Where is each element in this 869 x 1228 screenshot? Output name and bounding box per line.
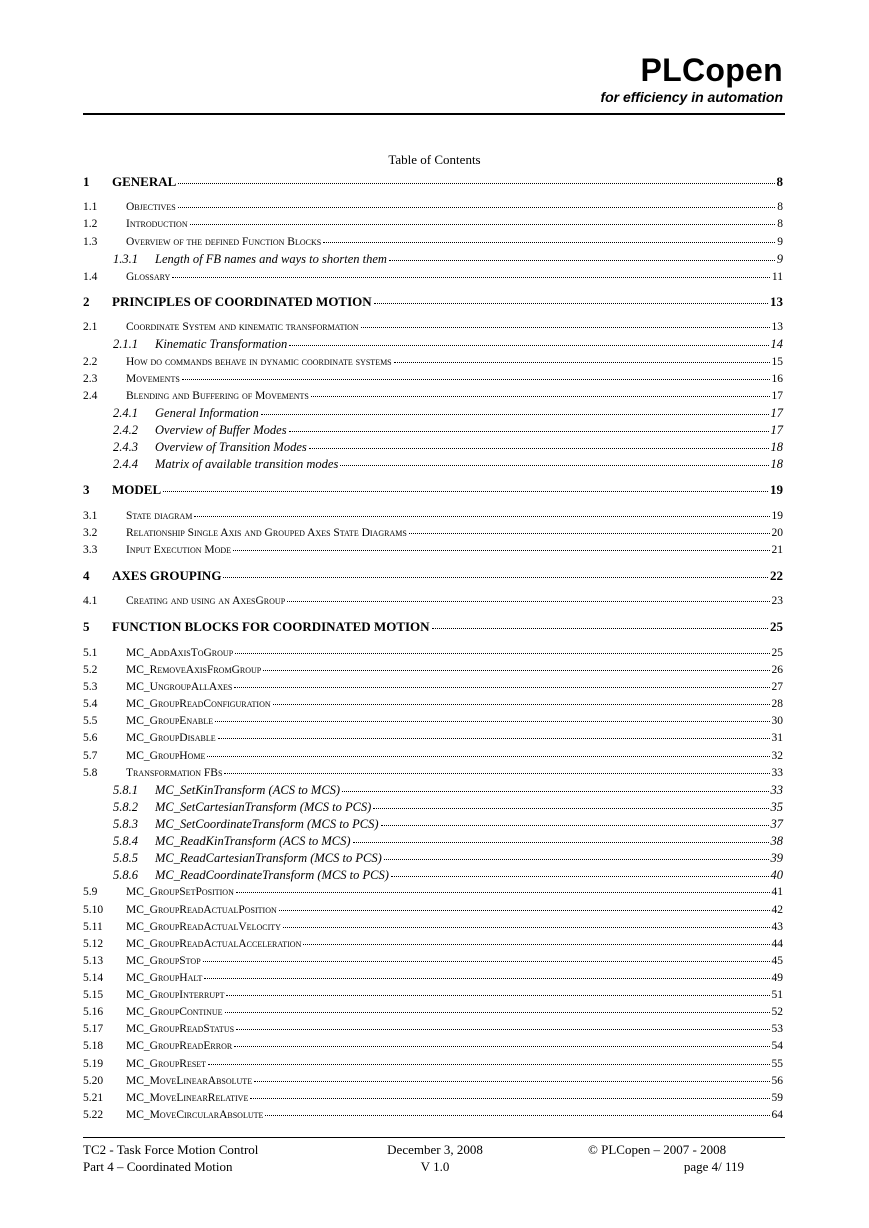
toc-entry-number: 4.1 (83, 595, 98, 607)
toc-entry-page: 55 (771, 1058, 783, 1070)
toc-dot-leader (361, 327, 770, 328)
toc-entry-title: GENERAL (112, 174, 177, 189)
toc-dot-leader (223, 577, 768, 578)
toc-dot-leader (236, 892, 770, 893)
toc-entry-page: 18 (770, 440, 783, 454)
brand-tagline: for efficiency in automation (600, 89, 783, 105)
toc-entry-page: 35 (770, 800, 783, 814)
toc-entry-title: MC_SetCoordinateTransform (MCS to PCS) (155, 817, 379, 831)
toc-entry[interactable] (83, 766, 783, 781)
toc-entry-title: MC_ReadCartesianTransform (MCS to PCS) (155, 851, 382, 865)
toc-entry-title: MC_GroupReadActualAcceleration (126, 938, 302, 950)
toc-entry[interactable] (83, 714, 783, 729)
footer-rule (83, 1137, 785, 1138)
toc-dot-leader (283, 927, 770, 928)
toc-entry-number: 2.2 (83, 356, 98, 368)
toc-entry-page: 52 (771, 1006, 783, 1018)
toc-entry-title: Overview of the defined Function Blocks (126, 236, 322, 248)
toc-dot-leader (207, 756, 769, 757)
toc-entry[interactable] (98, 337, 783, 352)
toc-entry-title: Introduction (126, 218, 188, 230)
toc-entry-page: 37 (770, 817, 783, 831)
toc-dot-leader (208, 1064, 769, 1065)
toc-entry-page: 16 (771, 373, 783, 385)
toc-entry[interactable] (83, 235, 783, 250)
toc-entry[interactable] (98, 406, 783, 421)
footer-right (588, 1141, 744, 1175)
toc-entry-page: 8 (776, 174, 783, 189)
toc-entry-title: Input Execution Mode (126, 544, 232, 556)
toc-entry-title: MC_GroupReadActualVelocity (126, 921, 281, 933)
toc-entry[interactable] (83, 482, 783, 498)
toc-entry-number: 5.11 (83, 921, 103, 933)
toc-entry-title: State diagram (126, 510, 193, 522)
toc-entry-number: 5.18 (83, 1040, 104, 1052)
toc-entry[interactable] (83, 697, 783, 712)
toc-entry-title: Kinematic Transformation (155, 337, 288, 351)
toc-entry-page: 8 (777, 218, 783, 230)
toc-dot-leader (163, 491, 768, 492)
toc-entry-page: 53 (771, 1023, 783, 1035)
toc-dot-leader (394, 362, 770, 363)
toc-entry[interactable] (83, 937, 783, 952)
toc-entry-title: MC_MoveCircularAbsolute (126, 1109, 264, 1121)
toc-entry-title: Length of FB names and ways to shorten them (155, 252, 387, 266)
toc-entry[interactable] (83, 509, 783, 524)
toc-dot-leader (289, 345, 768, 346)
toc-entry-title: Glossary (126, 271, 171, 283)
footer-copyright: © PLCopen – 2007 - 2008 (588, 1142, 727, 1157)
footer-middle (380, 1141, 490, 1175)
toc-dot-leader (235, 653, 769, 654)
toc-entry[interactable] (83, 355, 783, 370)
toc-entry-page: 45 (771, 955, 783, 967)
toc-dot-leader (311, 396, 770, 397)
toc-entry[interactable] (83, 1057, 783, 1072)
toc-entry-title: MC_GroupHome (126, 750, 206, 762)
toc-entry-page: 23 (771, 595, 783, 607)
toc-entry-page: 43 (771, 921, 783, 933)
toc-dot-leader (273, 704, 770, 705)
toc-entry-page: 17 (770, 423, 783, 437)
toc-entry-number: 5.14 (83, 972, 104, 984)
toc-dot-leader (224, 773, 769, 774)
toc-entry-page: 17 (771, 390, 783, 402)
brand-header (600, 52, 783, 106)
toc-entry-page: 9 (776, 252, 783, 266)
toc-dot-leader (287, 601, 769, 602)
toc-entry-title: MC_AddAxisToGroup (126, 647, 234, 659)
toc-entry[interactable] (83, 217, 783, 232)
toc-entry-number: 2.1.1 (113, 337, 138, 351)
toc-entry-page: 13 (770, 294, 783, 309)
toc-entry-number: 5.6 (83, 732, 98, 744)
toc-entry-number: 2.4.1 (113, 406, 138, 420)
toc-dot-leader (254, 1081, 769, 1082)
toc-entry[interactable] (83, 543, 783, 558)
toc-entry-title: FUNCTION BLOCKS FOR COORDINATED MOTION (112, 619, 430, 634)
toc-entry-number: 5.15 (83, 989, 104, 1001)
toc-entry[interactable] (83, 1039, 783, 1054)
toc-entry-title: MC_GroupDisable (126, 732, 216, 744)
toc-dot-leader (309, 448, 769, 449)
toc-entry[interactable] (83, 1022, 783, 1037)
toc-entry[interactable] (83, 320, 783, 335)
toc-entry[interactable] (83, 1108, 783, 1123)
toc-entry-title: MC_GroupInterrupt (126, 989, 225, 1001)
toc-entry[interactable] (98, 817, 783, 832)
toc-title: Table of Contents (388, 152, 481, 167)
toc-entry-page: 33 (771, 767, 783, 779)
toc-entry-number: 1.3 (83, 236, 98, 248)
toc-dot-leader (233, 550, 769, 551)
toc-entry-page: 42 (771, 904, 783, 916)
toc-entry[interactable] (83, 594, 783, 609)
toc-entry-title: Movements (126, 373, 180, 385)
toc-entry-page: 31 (771, 732, 783, 744)
toc-entry-title: MC_RemoveAxisFromGroup (126, 664, 262, 676)
toc-entry-number: 1.1 (83, 201, 98, 213)
toc-entry[interactable] (83, 971, 783, 986)
toc-dot-leader (289, 431, 769, 432)
toc-entry-page: 15 (771, 356, 783, 368)
toc-dot-leader (384, 859, 769, 860)
toc-entry-number: 2 (83, 294, 90, 309)
toc-entry-page: 28 (771, 698, 783, 710)
toc-dot-leader (194, 516, 769, 517)
footer-version: V 1.0 (420, 1159, 450, 1174)
toc-entry-page: 51 (771, 989, 783, 1001)
toc-entry[interactable] (98, 252, 783, 267)
toc-entry[interactable] (83, 270, 783, 285)
toc-entry-page: 32 (771, 750, 783, 762)
toc-dot-leader (323, 242, 775, 243)
toc-entry-title: Creating and using an AxesGroup (126, 595, 286, 607)
toc-entry-number: 5.5 (83, 715, 98, 727)
toc-entry-title: MC_GroupReadError (126, 1040, 233, 1052)
toc-entry-number: 3.1 (83, 510, 98, 522)
toc-entry[interactable] (83, 294, 783, 310)
toc-entry[interactable] (83, 372, 783, 387)
toc-entry-title: MC_GroupSetPosition (126, 886, 234, 898)
toc-entry-page: 21 (771, 544, 783, 556)
toc-entry-number: 5.8.2 (113, 800, 138, 814)
toc-entry-title: MODEL (112, 482, 162, 497)
footer-left (83, 1141, 258, 1175)
toc-entry-number: 5.20 (83, 1075, 104, 1087)
toc-dot-leader (225, 1012, 770, 1013)
toc-entry-title: Coordinate System and kinematic transformation (126, 321, 359, 333)
toc-entry-page: 56 (771, 1075, 783, 1087)
toc-entry[interactable] (83, 389, 783, 404)
toc-entry[interactable] (83, 885, 783, 900)
toc-entry-title: MC_GroupEnable (126, 715, 213, 727)
toc-entry-title: MC_GroupHalt (126, 972, 203, 984)
toc-dot-leader (236, 1029, 769, 1030)
toc-entry-page: 17 (770, 406, 783, 420)
toc-entry-title: MC_GroupReadConfiguration (126, 698, 271, 710)
toc-entry[interactable] (83, 680, 783, 695)
toc-entry-page: 19 (771, 510, 783, 522)
toc-entry-title: MC_GroupReadStatus (126, 1023, 235, 1035)
toc-entry[interactable] (83, 731, 783, 746)
toc-dot-leader (215, 721, 770, 722)
toc-entry-number: 5.19 (83, 1058, 104, 1070)
toc-entry-number: 5.8 (83, 767, 98, 779)
toc-entry-page: 49 (771, 972, 783, 984)
toc-entry[interactable] (98, 423, 783, 438)
toc-entry-number: 3.3 (83, 544, 98, 556)
toc-entry-page: 25 (770, 619, 783, 634)
toc-entry[interactable] (83, 988, 783, 1003)
toc-dot-leader (234, 1046, 769, 1047)
footer-project: TC2 - Task Force Motion Control (83, 1142, 259, 1157)
toc-entry-number: 5.8.6 (113, 868, 138, 882)
toc-entry-title: Blending and Buffering of Movements (126, 390, 309, 402)
toc-dot-leader (432, 628, 768, 629)
toc-dot-leader (263, 670, 769, 671)
toc-dot-leader (261, 414, 769, 415)
toc-entry-number: 2.4.2 (113, 423, 138, 437)
toc-entry-title: MC_GroupStop (126, 955, 201, 967)
toc-entry[interactable] (83, 200, 783, 215)
toc-entry[interactable] (98, 868, 783, 883)
toc-entry[interactable] (83, 663, 783, 678)
toc-dot-leader (409, 533, 770, 534)
toc-entry-page: 18 (770, 457, 783, 471)
toc-dot-leader (381, 825, 769, 826)
toc-entry-page: 11 (771, 271, 783, 283)
toc-entry-number: 4 (83, 568, 90, 583)
toc-entry-number: 1 (83, 174, 90, 189)
toc-entry-page: 9 (777, 236, 783, 248)
toc-entry-number: 5.21 (83, 1092, 104, 1104)
toc-entry-page: 54 (771, 1040, 783, 1052)
toc-entry-title: MC_ReadCoordinateTransform (MCS to PCS) (155, 868, 389, 882)
toc-entry[interactable] (83, 903, 783, 918)
toc-entry-title: Overview of Transition Modes (155, 440, 307, 454)
toc-entry-title: MC_GroupReset (126, 1058, 207, 1070)
toc-dot-leader (265, 1115, 769, 1116)
toc-entry[interactable] (83, 920, 783, 935)
toc-entry-page: 20 (771, 527, 783, 539)
toc-dot-leader (204, 978, 769, 979)
toc-entry-number: 5.1 (83, 647, 98, 659)
toc-entry-number: 2.4.3 (113, 440, 138, 454)
toc-entry-number: 5.12 (83, 938, 104, 950)
toc-dot-leader (391, 876, 769, 877)
toc-entry-number: 1.2 (83, 218, 98, 230)
toc-dot-leader (218, 738, 770, 739)
toc-entry-title: Overview of Buffer Modes (155, 423, 287, 437)
toc-dot-leader (389, 260, 775, 261)
footer-page-number: page 4/ 119 (683, 1159, 744, 1174)
toc-entry-title: MC_MoveLinearAbsolute (126, 1075, 253, 1087)
toc-entry-number: 2.4.4 (113, 457, 138, 471)
toc-entry-page: 40 (770, 868, 783, 882)
toc-dot-leader (226, 995, 769, 996)
toc-entry-number: 1.4 (83, 271, 98, 283)
toc-entry-number: 2.1 (83, 321, 98, 333)
toc-dot-leader (374, 303, 768, 304)
toc-entry-title: MC_GroupReadActualPosition (126, 904, 277, 916)
toc-entry-number: 5 (83, 619, 90, 634)
toc-entry-page: 25 (771, 647, 783, 659)
toc-entry-number: 1.3.1 (113, 252, 138, 266)
toc-entry-number: 3.2 (83, 527, 98, 539)
toc-entry[interactable] (83, 568, 783, 584)
toc-entry-number: 5.13 (83, 955, 104, 967)
toc-entry-number: 5.22 (83, 1109, 104, 1121)
toc-entry-title: MC_SetCartesianTransform (MCS to PCS) (155, 800, 372, 814)
toc-entry-title: Objectives (126, 201, 176, 213)
toc-dot-leader (279, 910, 770, 911)
toc-entry-page: 27 (771, 681, 783, 693)
toc-entry-title: How do commands behave in dynamic coordinate systems (126, 356, 392, 368)
footer-date: December 3, 2008 (387, 1142, 483, 1157)
toc-dot-leader (178, 207, 776, 208)
toc-entry[interactable] (98, 457, 783, 472)
toc-entry-number: 5.8.5 (113, 851, 138, 865)
toc-entry-page: 59 (771, 1092, 783, 1104)
toc-dot-leader (172, 277, 770, 278)
toc-entry-number: 5.8.3 (113, 817, 138, 831)
toc-entry-title: MC_UngroupAllAxes (126, 681, 233, 693)
toc-dot-leader (373, 808, 768, 809)
toc-dot-leader (182, 379, 770, 380)
toc-dot-leader (234, 687, 769, 688)
toc-entry-title: Relationship Single Axis and Grouped Axes State Diagrams (126, 527, 407, 539)
toc-entry-page: 30 (771, 715, 783, 727)
toc-entry-number: 5.17 (83, 1023, 104, 1035)
toc-dot-leader (178, 183, 774, 184)
toc-entry-page: 38 (770, 834, 783, 848)
toc-entry-number: 3 (83, 482, 90, 497)
toc-entry[interactable] (98, 834, 783, 849)
toc-entry[interactable] (83, 646, 783, 661)
toc-entry-number: 5.2 (83, 664, 98, 676)
toc-entry[interactable] (98, 800, 783, 815)
header-rule (83, 113, 785, 115)
toc-entry[interactable] (98, 440, 783, 455)
brand-name: PLCopen (640, 52, 783, 88)
toc-entry[interactable] (83, 1005, 783, 1020)
toc-entry-page: 44 (771, 938, 783, 950)
toc-dot-leader (250, 1098, 769, 1099)
footer-part: Part 4 – Coordinated Motion (83, 1159, 233, 1174)
toc-dot-leader (353, 842, 769, 843)
toc-entry-page: 13 (771, 321, 783, 333)
toc-entry-page: 22 (770, 568, 783, 583)
toc-entry-number: 5.3 (83, 681, 98, 693)
toc-entry-title: MC_GroupContinue (126, 1006, 223, 1018)
toc-entry-page: 41 (771, 886, 783, 898)
toc-dot-leader (340, 465, 768, 466)
toc-entry[interactable] (83, 1074, 783, 1089)
toc-entry-page: 19 (770, 482, 783, 497)
toc-entry-number: 5.16 (83, 1006, 104, 1018)
toc-entry-number: 2.4 (83, 390, 98, 402)
toc-entry-page: 39 (770, 851, 783, 865)
toc-entry-number: 5.7 (83, 750, 98, 762)
toc-entry-page: 33 (770, 783, 783, 797)
toc-dot-leader (190, 224, 776, 225)
toc-entry[interactable] (83, 526, 783, 541)
toc-entry-number: 5.4 (83, 698, 98, 710)
toc-entry[interactable] (98, 783, 783, 798)
toc-entry-title: General Information (155, 406, 259, 420)
toc-entry[interactable] (83, 954, 783, 969)
toc-entry-number: 5.8.4 (113, 834, 138, 848)
toc-entry[interactable] (83, 749, 783, 764)
toc-entry[interactable] (83, 1091, 783, 1106)
toc-dot-leader (342, 791, 768, 792)
toc-dot-leader (203, 961, 770, 962)
toc-entry-title: MC_MoveLinearRelative (126, 1092, 249, 1104)
toc-entry[interactable] (98, 851, 783, 866)
toc-entry-title: Matrix of available transition modes (155, 457, 339, 471)
toc-entry-title: AXES GROUPING (112, 568, 222, 583)
toc-entry-page: 26 (771, 664, 783, 676)
toc-entry-number: 2.3 (83, 373, 98, 385)
toc-entry-number: 5.9 (83, 886, 98, 898)
toc-entry[interactable] (83, 174, 783, 190)
toc-entry[interactable] (83, 619, 783, 635)
toc-entry-number: 5.8.1 (113, 783, 138, 797)
toc-entry-page: 8 (777, 201, 783, 213)
toc-entry-page: 14 (770, 337, 783, 351)
toc-entry-title: MC_ReadKinTransform (ACS to MCS) (155, 834, 351, 848)
toc-entry-page: 64 (771, 1109, 783, 1121)
toc-dot-leader (303, 944, 769, 945)
toc-entry-title: Transformation FBs (126, 767, 223, 779)
toc-entry-title: PRINCIPLES OF COORDINATED MOTION (112, 294, 372, 309)
toc-entry-number: 5.10 (83, 904, 104, 916)
toc-entry-title: MC_SetKinTransform (ACS to MCS) (155, 783, 341, 797)
